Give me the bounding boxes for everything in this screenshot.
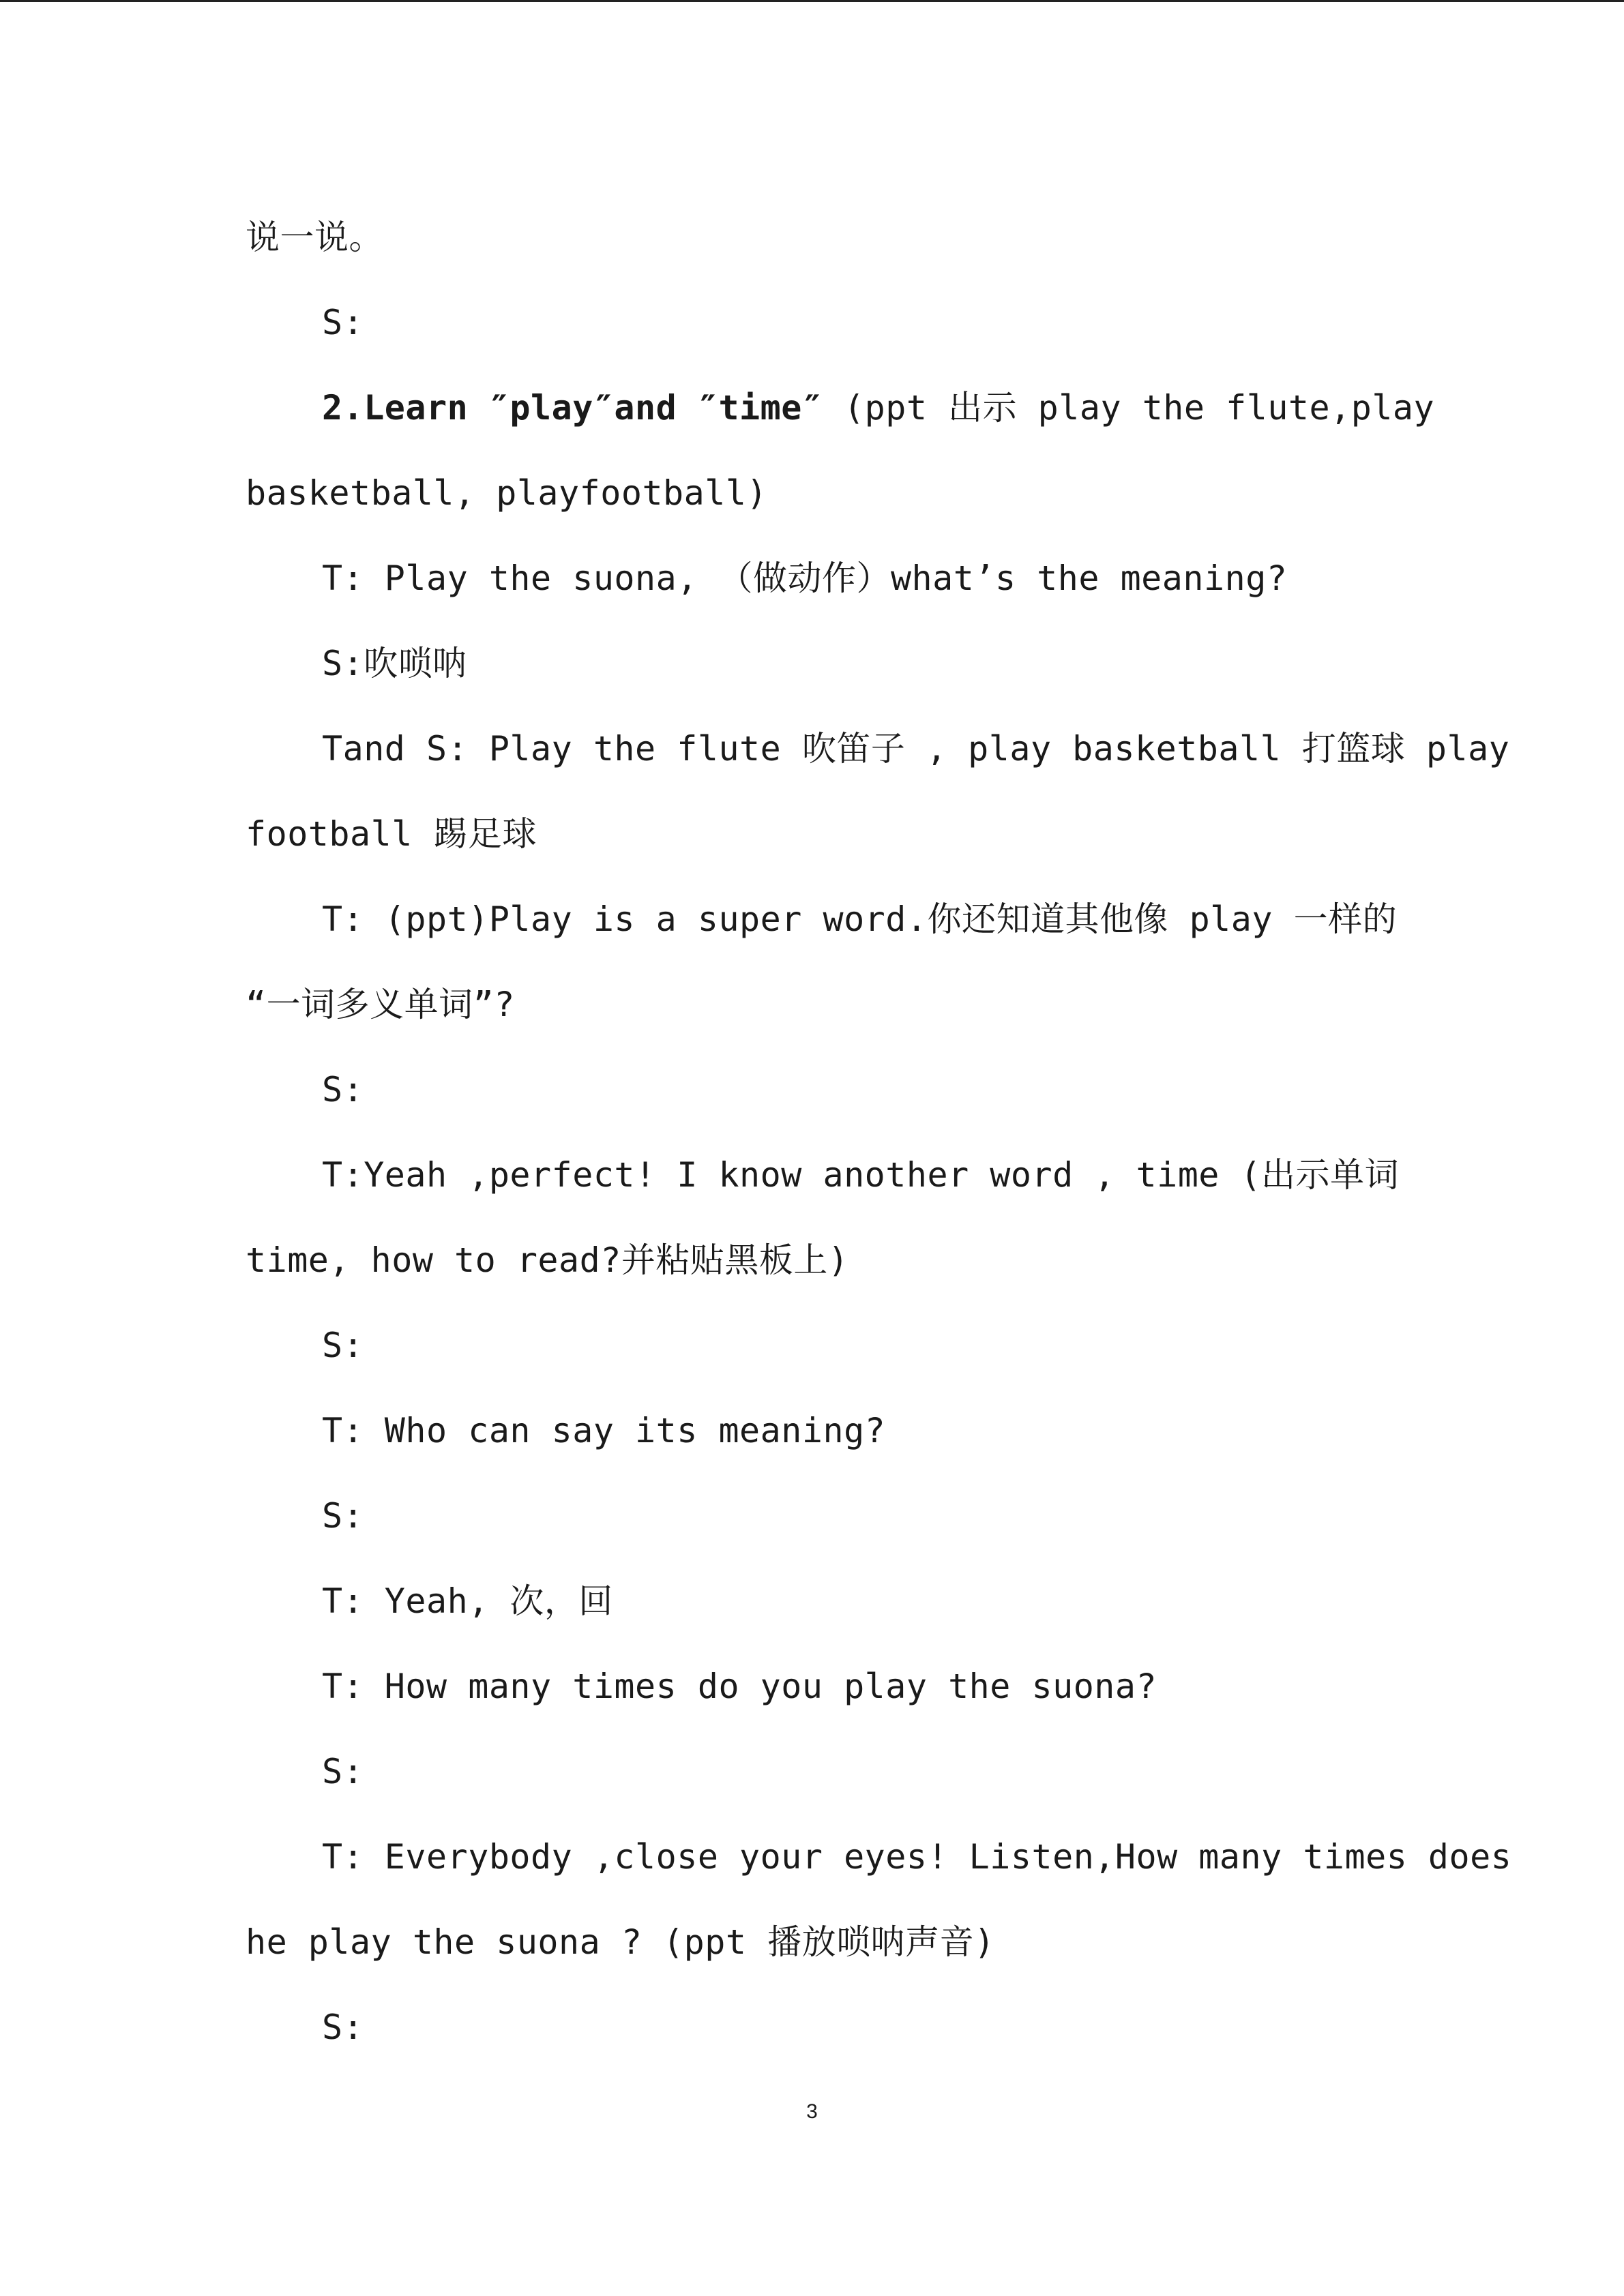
text-line: he play the suona ? (ppt 播放唢呐声音) [246,1922,995,1962]
text-line: S: [322,303,364,342]
section-heading-line [322,387,1435,428]
text-line: S: [322,1496,364,1536]
text-line: 说一说。 [246,218,383,257]
text-line: S:吹唢呐 [322,644,467,683]
page-number: 3 [806,2100,818,2123]
text-line: time, how to read?并粘贴黑板上) [246,1240,849,1280]
text-line: T: (ppt)Play is a super word.你还知道其他像 play 一样的 [322,899,1398,939]
text-line: (ppt 出示 play the flute,play [823,388,1435,428]
text-line: basketball, playfootball) [246,473,768,513]
top-border-rule [0,0,1624,2]
text-line: Tand S: Play the flute 吹笛子 , play basketball 打篮球 play [322,729,1510,769]
section-heading: 2.Learn ″play″and ″time″ [322,388,823,428]
text-line: S: [322,1326,364,1365]
text-line: T: Yeah, 次，回 [322,1581,613,1621]
text-line: T: How many times do you play the suona? [322,1667,1157,1706]
text-line: T: Everybody ,close your eyes! Listen,How many times does [322,1837,1512,1877]
text-line: S: [322,1070,364,1109]
text-line: S: [322,1752,364,1791]
text-line: S: [322,2008,364,2047]
text-line: T:Yeah ,perfect! I know another word , time (出示单词 [322,1155,1400,1195]
text-line: “一词多义单词”? [246,985,515,1024]
text-line: T: Who can say its meaning? [322,1411,886,1450]
text-line: football 踢足球 [246,814,537,854]
text-line: T: Play the suona, （做动作）what’s the meaning? [322,558,1288,598]
